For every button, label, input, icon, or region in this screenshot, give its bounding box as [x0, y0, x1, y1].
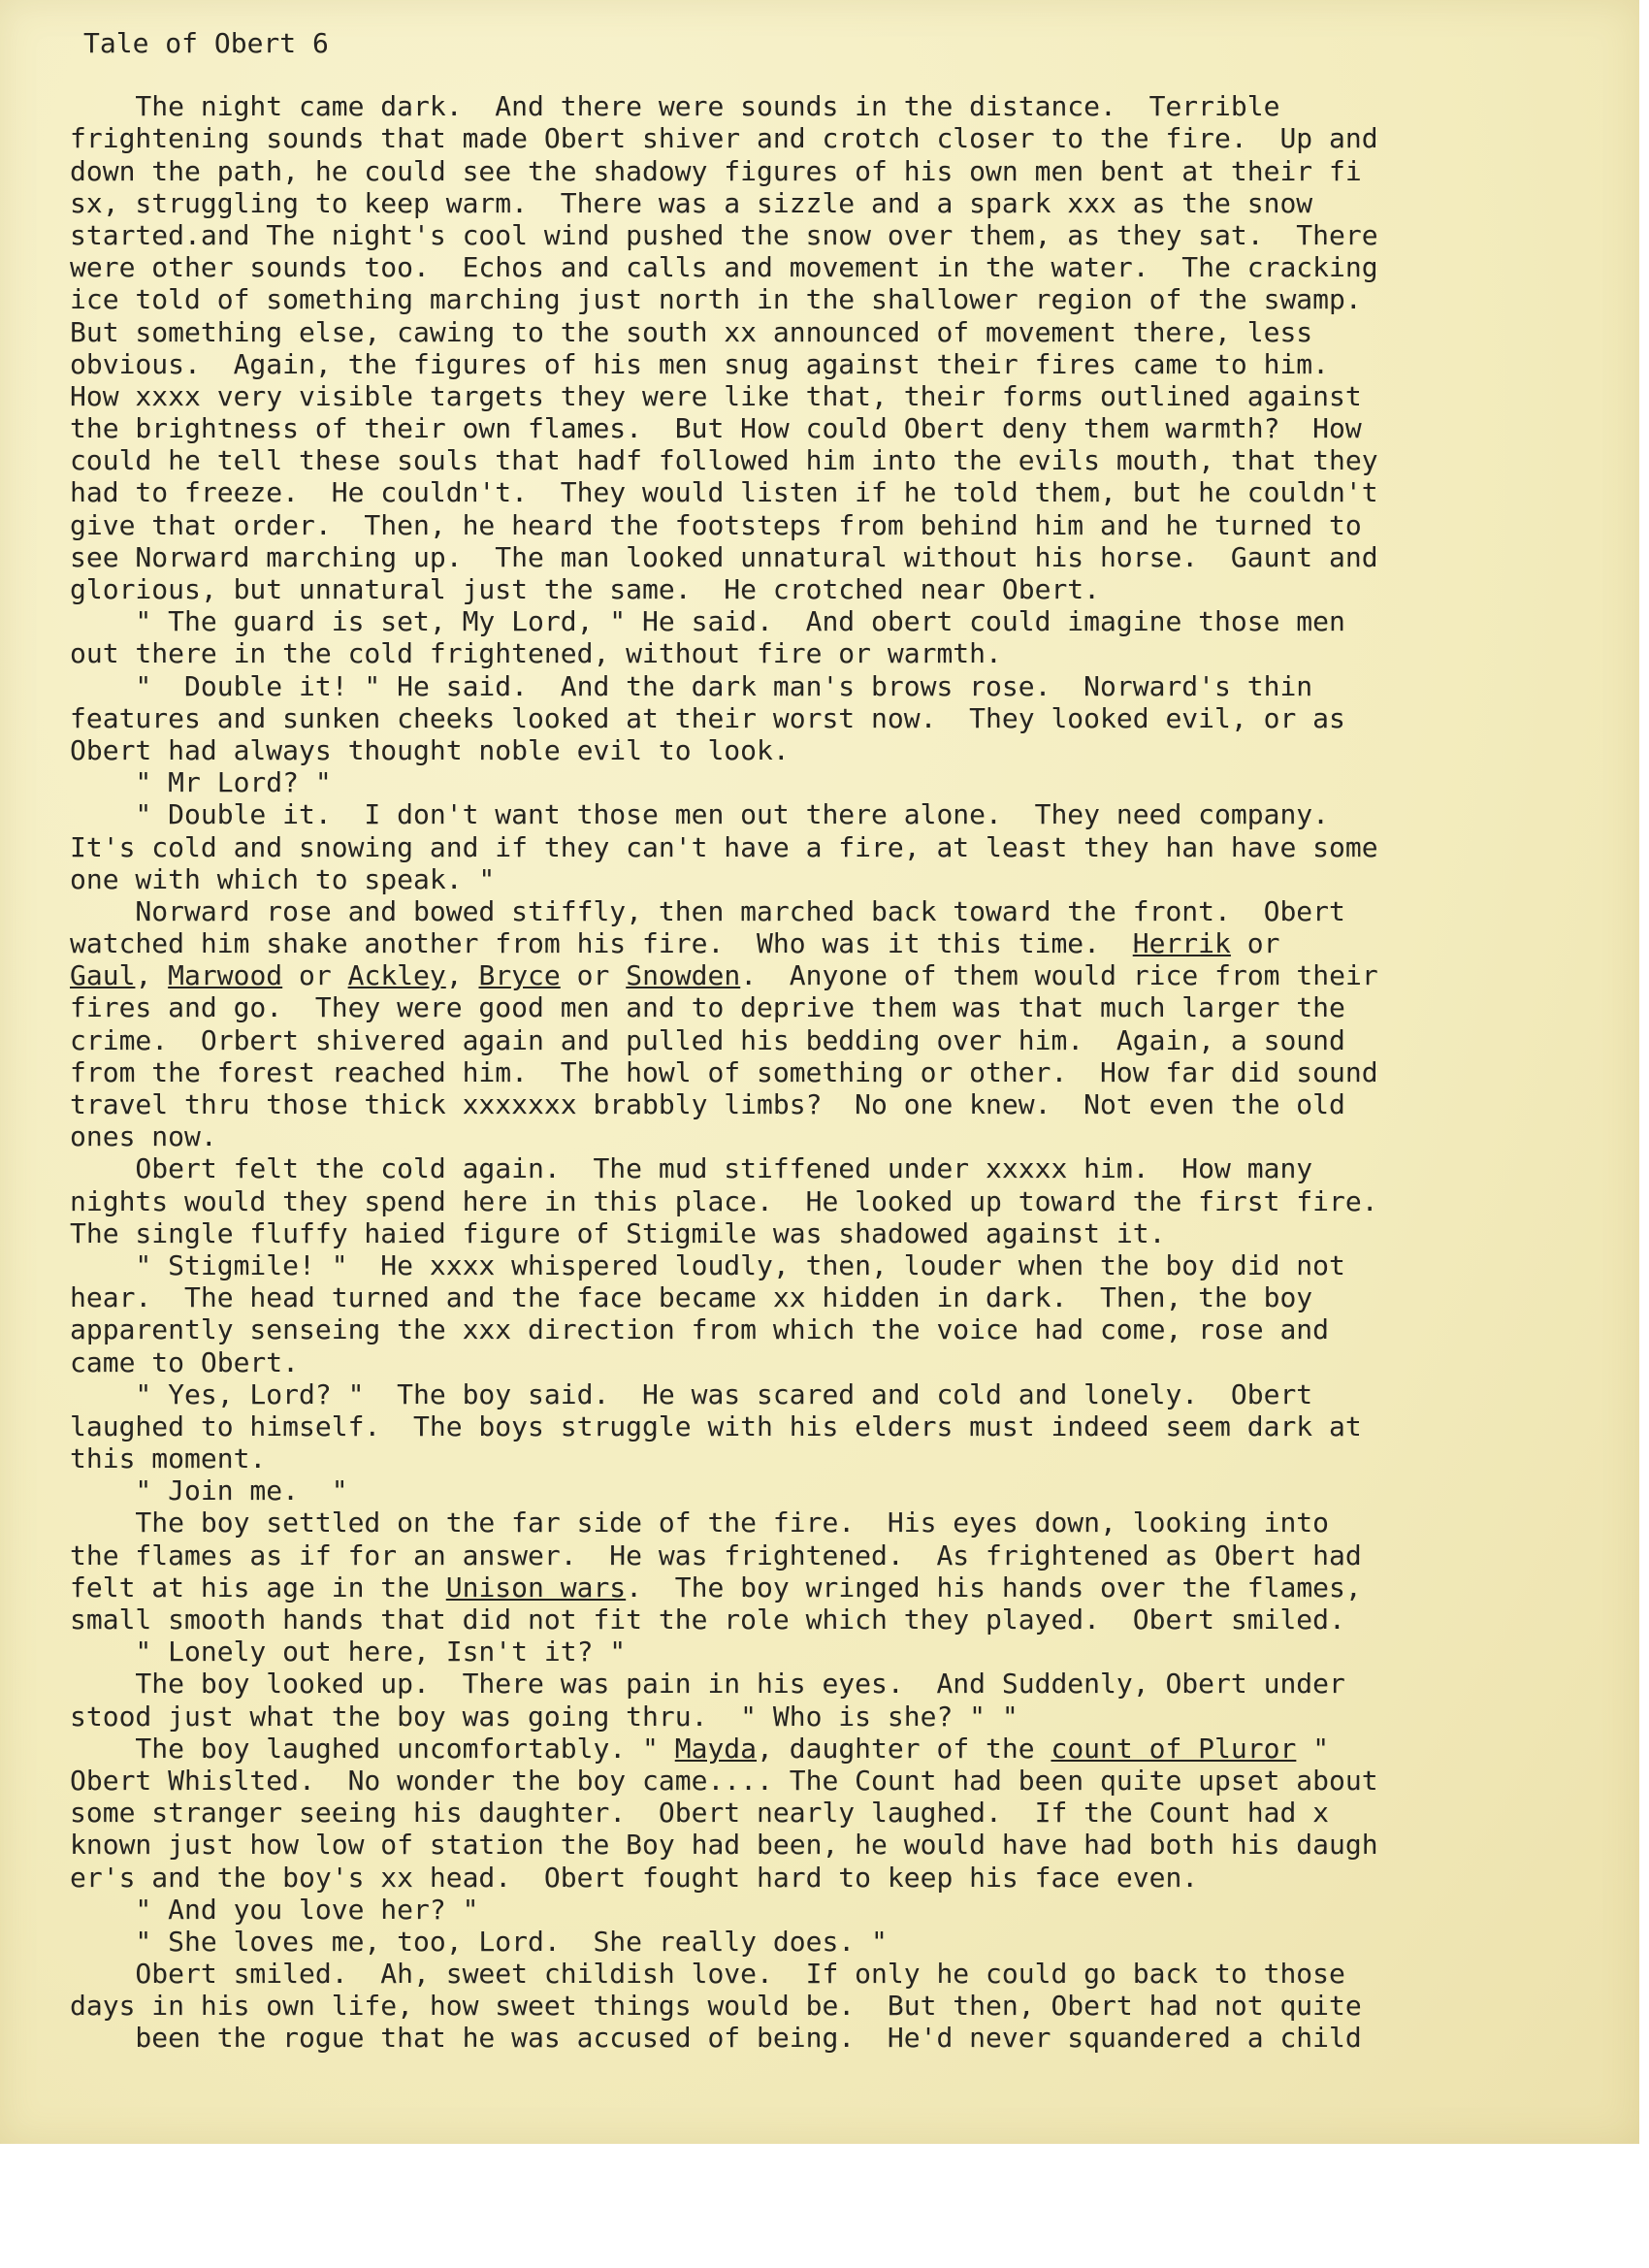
- text-line: see Norward marching up. The man looked unnatural without his horse. Gaunt and: [70, 540, 1378, 573]
- text-line: apparently senseing the xxx direction from which the voice had come, rose and: [70, 1313, 1330, 1346]
- text-line: started.and The night's cool wind pushed the snow over them, as they sat. There: [70, 218, 1378, 251]
- text-line: some stranger seeing his daughter. Obert nearly laughed. If the Count had x: [70, 1797, 1330, 1830]
- text-line: The single fluffy haied figure of Stigmile was shadowed against it.: [70, 1216, 1166, 1249]
- text-line: crime. Orbert shivered again and pulled his bedding over him. Again, a sound: [70, 1023, 1345, 1056]
- text-line: stood just what the boy was going thru. " Who is she? " ": [70, 1700, 1018, 1733]
- text-line: known just how low of station the Boy had been, he would have had both his daugh: [70, 1829, 1378, 1862]
- text-line: days in his own life, how sweet things would be. But then, Obert had not quite: [70, 1990, 1362, 2023]
- text-line: Norward rose and bowed stiffly, then marched back toward the front. Obert: [70, 894, 1345, 927]
- text-line: " Join me. ": [70, 1474, 348, 1507]
- text-line: came to Obert.: [70, 1345, 300, 1378]
- text-line: Obert smiled. Ah, sweet childish love. If only he could go back to those: [70, 1958, 1345, 1991]
- text-line: nights would they spend here in this place. He looked up toward the first fire.: [70, 1184, 1378, 1217]
- text-line: watched him shake another from his fire. Who was it this time. Herrik or: [70, 927, 1280, 960]
- text-line: " Double it. I don't want those men out there alone. They need company.: [70, 798, 1330, 831]
- text-line: How xxxx very visible targets they were like that, their forms outlined against: [70, 379, 1362, 412]
- text-line: hear. The head turned and the face became xx hidden in dark. Then, the boy: [70, 1281, 1313, 1314]
- text-line: the brightness of their own flames. But How could Obert deny them warmth? How: [70, 412, 1362, 445]
- text-line: small smooth hands that did not fit the role which they played. Obert smiled.: [70, 1604, 1345, 1636]
- text-line: " Stigmile! " He xxxx whispered loudly, then, louder when the boy did not: [70, 1248, 1345, 1281]
- text-line: fires and go. They were good men and to deprive them was that much larger the: [70, 991, 1345, 1024]
- text-line: Obert Whislted. No wonder the boy came.... The Count had been quite upset about: [70, 1764, 1378, 1797]
- text-line: er's and the boy's xx head. Obert fought hard to keep his face even.: [70, 1861, 1199, 1894]
- text-line: " Lonely out here, Isn't it? ": [70, 1636, 627, 1669]
- text-line: obvious. Again, the figures of his men snug against their fires came to him.: [70, 347, 1330, 380]
- text-line: The boy looked up. There was pain in his eyes. And Suddenly, Obert under: [70, 1668, 1345, 1701]
- text-line: " Double it! " He said. And the dark man's brows rose. Norward's thin: [70, 669, 1313, 702]
- text-line: " Mr Lord? ": [70, 766, 332, 799]
- text-line: Gaul, Marwood or Ackley, Bryce or Snowden. Anyone of them would rice from their: [70, 959, 1378, 992]
- text-line: out there in the cold frightened, without fire or warmth.: [70, 637, 1002, 670]
- body-lines: [70, 90, 1633, 2054]
- text-line: It's cold and snowing and if they can't have a fire, at least they han have some: [70, 830, 1378, 863]
- text-line: down the path, he could see the shadowy figures of his own men bent at their fi: [70, 154, 1362, 187]
- text-line: " She loves me, too, Lord. She really does. ": [70, 1925, 888, 1958]
- text-line: travel thru those thick xxxxxxx brabbly limbs? No one knew. Not even the old: [70, 1088, 1345, 1121]
- text-line: this moment.: [70, 1442, 267, 1475]
- text-line: features and sunken cheeks looked at their worst now. They looked evil, or as: [70, 701, 1345, 734]
- text-line: glorious, but unnatural just the same. He crotched near Obert.: [70, 573, 1101, 606]
- manuscript-text: [70, 27, 1633, 2113]
- text-line: sx, struggling to keep warm. There was a sizzle and a spark xxx as the snow: [70, 186, 1313, 219]
- text-line: felt at his age in the Unison wars. The boy wringed his hands over the flames,: [70, 1571, 1362, 1604]
- text-line: The night came dark. And there were sounds in the distance. Terrible: [70, 90, 1280, 123]
- text-line: " The guard is set, My Lord, " He said. And obert could imagine those men: [70, 605, 1345, 638]
- text-line: The boy settled on the far side of the fire. His eyes down, looking into: [70, 1507, 1330, 1539]
- text-line: the flames as if for an answer. He was frightened. As frightened as Obert had: [70, 1539, 1362, 1571]
- text-line: ice told of something marching just north in the shallower region of the swamp.: [70, 283, 1362, 316]
- text-line: ones now.: [70, 1120, 217, 1153]
- blank-margin: [0, 2144, 1649, 2268]
- text-line: The boy laughed uncomfortably. " Mayda, daughter of the count of Pluror ": [70, 1732, 1330, 1765]
- text-line: one with which to speak. ": [70, 862, 496, 895]
- text-line: give that order. Then, he heard the footsteps from behind him and he turned to: [70, 508, 1362, 541]
- text-line: But something else, cawing to the south xx announced of movement there, less: [70, 315, 1313, 348]
- text-line: been the rogue that he was accused of being. He'd never squandered a child: [70, 2022, 1362, 2055]
- text-line: Obert had always thought noble evil to look.: [70, 733, 790, 766]
- text-line: laughed to himself. The boys struggle with his elders must indeed seem dark at: [70, 1409, 1362, 1442]
- text-line: had to freeze. He couldn't. They would listen if he told them, but he couldn't: [70, 476, 1378, 509]
- text-line: from the forest reached him. The howl of something or other. How far did sound: [70, 1055, 1378, 1088]
- text-line: were other sounds too. Echos and calls and movement in the water. The cracking: [70, 251, 1378, 284]
- text-line: " Yes, Lord? " The boy said. He was scared and cold and lonely. Obert: [70, 1377, 1313, 1410]
- text-line: frightening sounds that made Obert shiver and crotch closer to the fire. Up and: [70, 122, 1378, 155]
- text-line: could he tell these souls that hadf followed him into the evils mouth, that they: [70, 444, 1378, 477]
- text-line: " And you love her? ": [70, 1893, 479, 1926]
- page-header: Tale of Obert 6: [83, 27, 329, 59]
- text-line: Obert felt the cold again. The mud stiffened under xxxxx him. How many: [70, 1152, 1313, 1185]
